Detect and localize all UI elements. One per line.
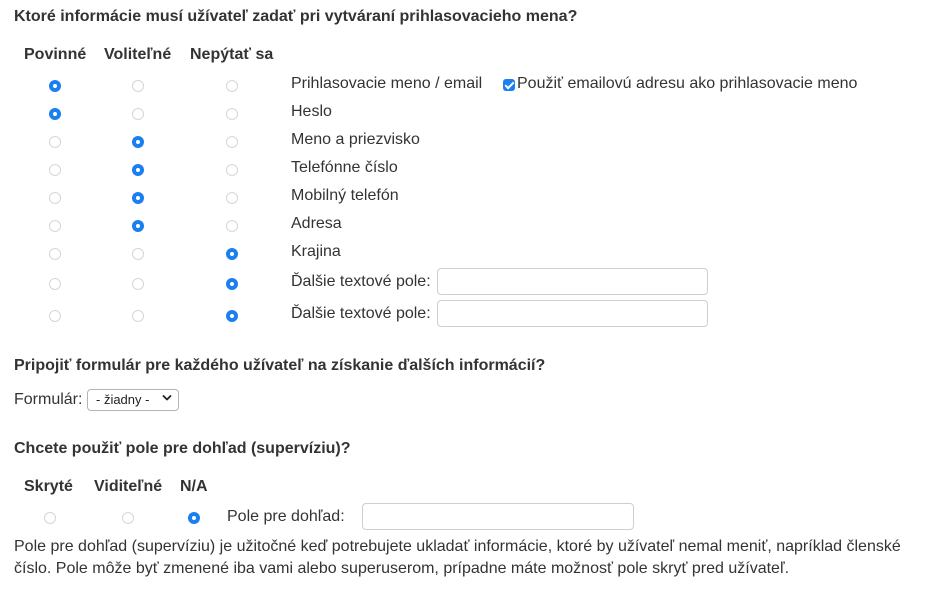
form-label: Formulár:: [14, 391, 83, 408]
row-3-label: Meno a priezvisko: [291, 131, 420, 148]
row-6-required-radio[interactable]: [49, 220, 61, 232]
row-5-required-radio[interactable]: [49, 192, 61, 204]
supervision-hidden-radio[interactable]: [44, 512, 56, 524]
supervision-field-input[interactable]: [362, 503, 634, 530]
column-header-optional: Voliteľné: [104, 46, 172, 63]
row-7-optional-radio[interactable]: [132, 248, 144, 260]
row-3-required-radio[interactable]: [49, 136, 61, 148]
row-1-optional-radio[interactable]: [132, 80, 144, 92]
row-7-dont-ask-radio[interactable]: [226, 248, 238, 260]
row-5-optional-radio[interactable]: [132, 192, 144, 204]
row-2-dont-ask-radio[interactable]: [226, 108, 238, 120]
row-1-required-radio[interactable]: [49, 80, 61, 92]
row-9-optional-radio[interactable]: [132, 310, 144, 322]
supervision-visible-radio[interactable]: [122, 512, 134, 524]
row-8-label: Ďalšie textové pole:: [291, 273, 431, 290]
row-2-label: Heslo: [291, 103, 332, 120]
column-header-dont-ask: Nepýtať sa: [190, 46, 274, 63]
row-3-dont-ask-radio[interactable]: [226, 136, 238, 148]
form-select-value: - žiadny -: [96, 392, 150, 407]
row-8-text-input[interactable]: [437, 268, 708, 295]
section-title-supervision: Chcete použiť pole pre dohľad (supervíziu)?: [14, 440, 351, 457]
row-5-label: Mobilný telefón: [291, 187, 399, 204]
row-9-dont-ask-radio[interactable]: [226, 310, 238, 322]
supervision-field-label: Pole pre dohľad:: [227, 508, 345, 525]
row-4-required-radio[interactable]: [49, 164, 61, 176]
row-4-dont-ask-radio[interactable]: [226, 164, 238, 176]
column-header-required: Povinné: [24, 46, 87, 63]
form-select[interactable]: [87, 389, 179, 411]
use-email-checkbox[interactable]: [503, 79, 515, 91]
chevron-down-icon: [162, 393, 172, 403]
row-5-dont-ask-radio[interactable]: [226, 192, 238, 204]
row-8-dont-ask-radio[interactable]: [226, 278, 238, 290]
section-title-required-info: Ktoré informácie musí užívateľ zadať pri vytváraní prihlasovacieho mena?: [14, 8, 578, 25]
supervision-description: Pole pre dohľad (supervíziu) je užitočné keď potrebujete ukladať informácie, ktoré by užívateľ nemal meniť, napríklad členské číslo. Pole môže byť zmenené iba vami alebo superuserom, prípadne máte možnosť pole skryť pred užívateľ.: [14, 538, 901, 577]
row-9-label: Ďalšie textové pole:: [291, 305, 431, 322]
section-title-attach-form: Pripojiť formulár pre každého užívateľ na získanie ďalších informácií?: [14, 357, 546, 374]
column-header-visible: Viditeľné: [94, 478, 163, 495]
row-9-required-radio[interactable]: [49, 310, 61, 322]
column-header-hidden: Skryté: [24, 478, 73, 495]
row-1-dont-ask-radio[interactable]: [226, 80, 238, 92]
row-2-required-radio[interactable]: [49, 108, 61, 120]
row-1-label: Prihlasovacie meno / email: [291, 75, 483, 92]
use-email-label: Použiť emailovú adresu ako prihlasovacie meno: [517, 75, 858, 92]
row-6-dont-ask-radio[interactable]: [226, 220, 238, 232]
row-9-text-input[interactable]: [437, 300, 708, 327]
row-8-optional-radio[interactable]: [132, 278, 144, 290]
row-4-optional-radio[interactable]: [132, 164, 144, 176]
supervision-na-radio[interactable]: [188, 512, 200, 524]
column-header-na: N/A: [180, 478, 208, 495]
row-7-label: Krajina: [291, 243, 341, 260]
row-6-label: Adresa: [291, 215, 342, 232]
row-2-optional-radio[interactable]: [132, 108, 144, 120]
row-3-optional-radio[interactable]: [132, 136, 144, 148]
row-4-label: Telefónne číslo: [291, 159, 398, 176]
row-8-required-radio[interactable]: [49, 278, 61, 290]
row-6-optional-radio[interactable]: [132, 220, 144, 232]
row-7-required-radio[interactable]: [49, 248, 61, 260]
